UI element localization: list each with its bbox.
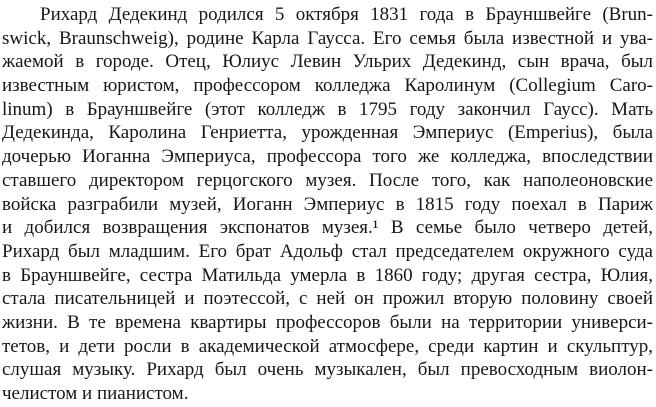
text-line: ставшего директором герцогского музея. После того, как наполеоновские	[2, 169, 653, 191]
text-line: Дедекинда, Каролина Генриетта, урожденная Эмпериус (Emperius), была	[2, 122, 653, 144]
text-line: войска разграбили музей, Иоганн Эмпериус в 1815 году поехал в Париж	[2, 193, 653, 215]
text-line: и добился возвращения экспонатов музея.¹ В семье было четверо детей,	[2, 217, 653, 239]
text-line: известным юристом, профессором колледжа Каролинум (Collegium Caro-	[2, 75, 653, 97]
text-line: стала писательницей и поэтессой, с ней он прожил вторую половину своей	[2, 288, 653, 310]
text-line: жаемой в городе. Отец, Юлиус Левин Ульрих Дедекинд, сын врача, был	[2, 51, 653, 73]
text-line: тетов, и дети росли в академической атмосфере, среди картин и скульптур,	[2, 335, 653, 357]
biography-paragraph	[2, 3, 653, 406]
text-line: linum) в Брауншвейге (этот колледж в 1795 году закончил Гаусс). Мать	[2, 98, 653, 120]
text-line: в Брауншвейге, сестра Матильда умерла в 1860 году; другая сестра, Юлия,	[2, 264, 653, 286]
text-line: Рихард был младшим. Его брат Адольф стал председателем окружного суда	[2, 240, 653, 262]
text-line: дочерью Иоганна Эмпериуса, профессора того же колледжа, впоследствии	[2, 146, 653, 168]
text-line: swick, Braunschweig), родине Карла Гаусса. Его семья была известной и ува-	[2, 27, 653, 49]
text-line: слушая музыку. Рихард был очень музыкален, был превосходным виолон-	[2, 359, 653, 381]
text-line: челистом и пианистом.	[2, 383, 189, 404]
text-line: Рихард Дедекинд родился 5 октября 1831 года в Брауншвейге (Brun-	[40, 4, 653, 25]
text-line: жизни. В те времена квартиры профессоров были на территории универси-	[2, 311, 653, 333]
